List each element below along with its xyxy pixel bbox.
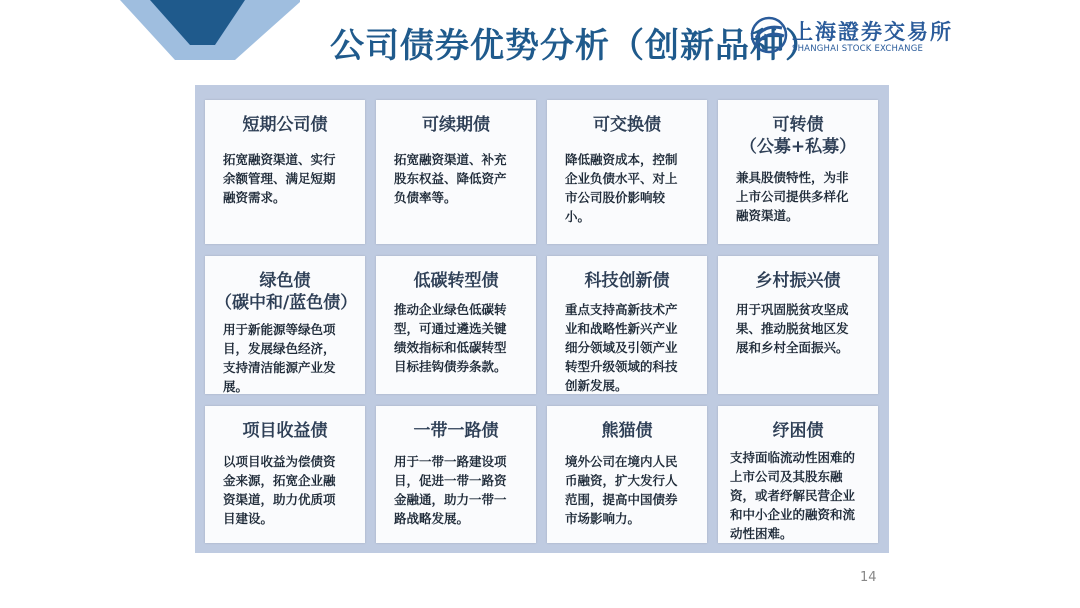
card-title: 纾困债 — [772, 421, 824, 441]
card-title: 绿色债 （碳中和/蓝色债） — [215, 271, 358, 313]
card-title: 可续期债 — [422, 115, 490, 135]
card-description: 推动企业绿色低碳转型，可通过遴选关键绩效指标和低碳转型目标挂钩债券条款。 — [394, 302, 507, 374]
page-title: 公司债券优势分析（创新品种） — [330, 26, 820, 66]
card-short-term-bond — [205, 100, 365, 244]
card-description: 境外公司在境内人民币融资，扩大发行人范围，提高中国债券市场影响力。 — [565, 454, 678, 526]
card-title: 低碳转型债 — [413, 271, 499, 291]
card-title: 乡村振兴债 — [755, 271, 841, 291]
page-number: 14 — [860, 570, 877, 585]
card-description: 重点支持高新技术产业和战略性新兴产业细分领域及引领产业转型升级领域的科技创新发展。 — [565, 302, 678, 393]
card-grid — [205, 100, 879, 543]
card-title: 可交换债 — [593, 115, 661, 135]
card-relief-bond — [718, 406, 878, 543]
card-tech-innovation-bond — [547, 256, 707, 394]
card-renewable-bond — [376, 100, 536, 244]
card-panda-bond — [547, 406, 707, 543]
card-title: 一带一路债 — [413, 421, 499, 441]
card-belt-road-bond — [376, 406, 536, 543]
card-description: 兼具股债特性，为非上市公司提供多样化融资渠道。 — [736, 170, 849, 223]
card-description: 用于巩固脱贫攻坚成果、推动脱贫地区发展和乡村全面振兴。 — [736, 302, 849, 355]
card-description: 支持面临流动性困难的上市公司及其股东融资，或者纾解民营企业和中小企业的融资和流动性困难。 — [730, 450, 856, 541]
card-description: 拓宽融资渠道、补充股东权益、降低资产负债率等。 — [394, 152, 507, 205]
card-title: 短期公司债 — [242, 115, 328, 135]
card-description: 降低融资成本，控制企业负债水平、对上市公司股价影响较小。 — [565, 152, 678, 224]
logo-english-name: SHANGHAI STOCK EXCHANGE — [792, 44, 924, 54]
sse-logo — [750, 14, 953, 58]
logo-chinese-name: 上海證券交易所 — [792, 19, 953, 44]
card-title: 项目收益债 — [242, 421, 328, 441]
card-title: 科技创新债 — [584, 271, 670, 291]
card-description: 用于新能源等绿色项目，发展绿色经济，支持清洁能源产业发展。 — [223, 322, 336, 394]
card-title: 熊猫债 — [601, 421, 653, 441]
sse-logo-icon — [750, 16, 788, 54]
card-convertible-bond — [718, 100, 878, 244]
card-description: 用于一带一路建设项目，促进一带一路资金融通，助力一带一路战略发展。 — [394, 454, 507, 526]
card-rural-revitalization-bond — [718, 256, 878, 394]
corner-decoration — [0, 0, 300, 80]
card-exchangeable-bond — [547, 100, 707, 244]
card-low-carbon-bond — [376, 256, 536, 394]
card-description: 拓宽融资渠道、实行余额管理、满足短期融资需求。 — [223, 152, 336, 205]
card-title: 可转债 （公募+私募） — [739, 115, 857, 157]
card-project-revenue-bond — [205, 406, 365, 543]
content-panel — [195, 85, 889, 553]
card-description: 以项目收益为偿债资金来源，拓宽企业融资渠道，助力优质项目建设。 — [223, 454, 336, 526]
card-green-bond — [205, 256, 365, 394]
